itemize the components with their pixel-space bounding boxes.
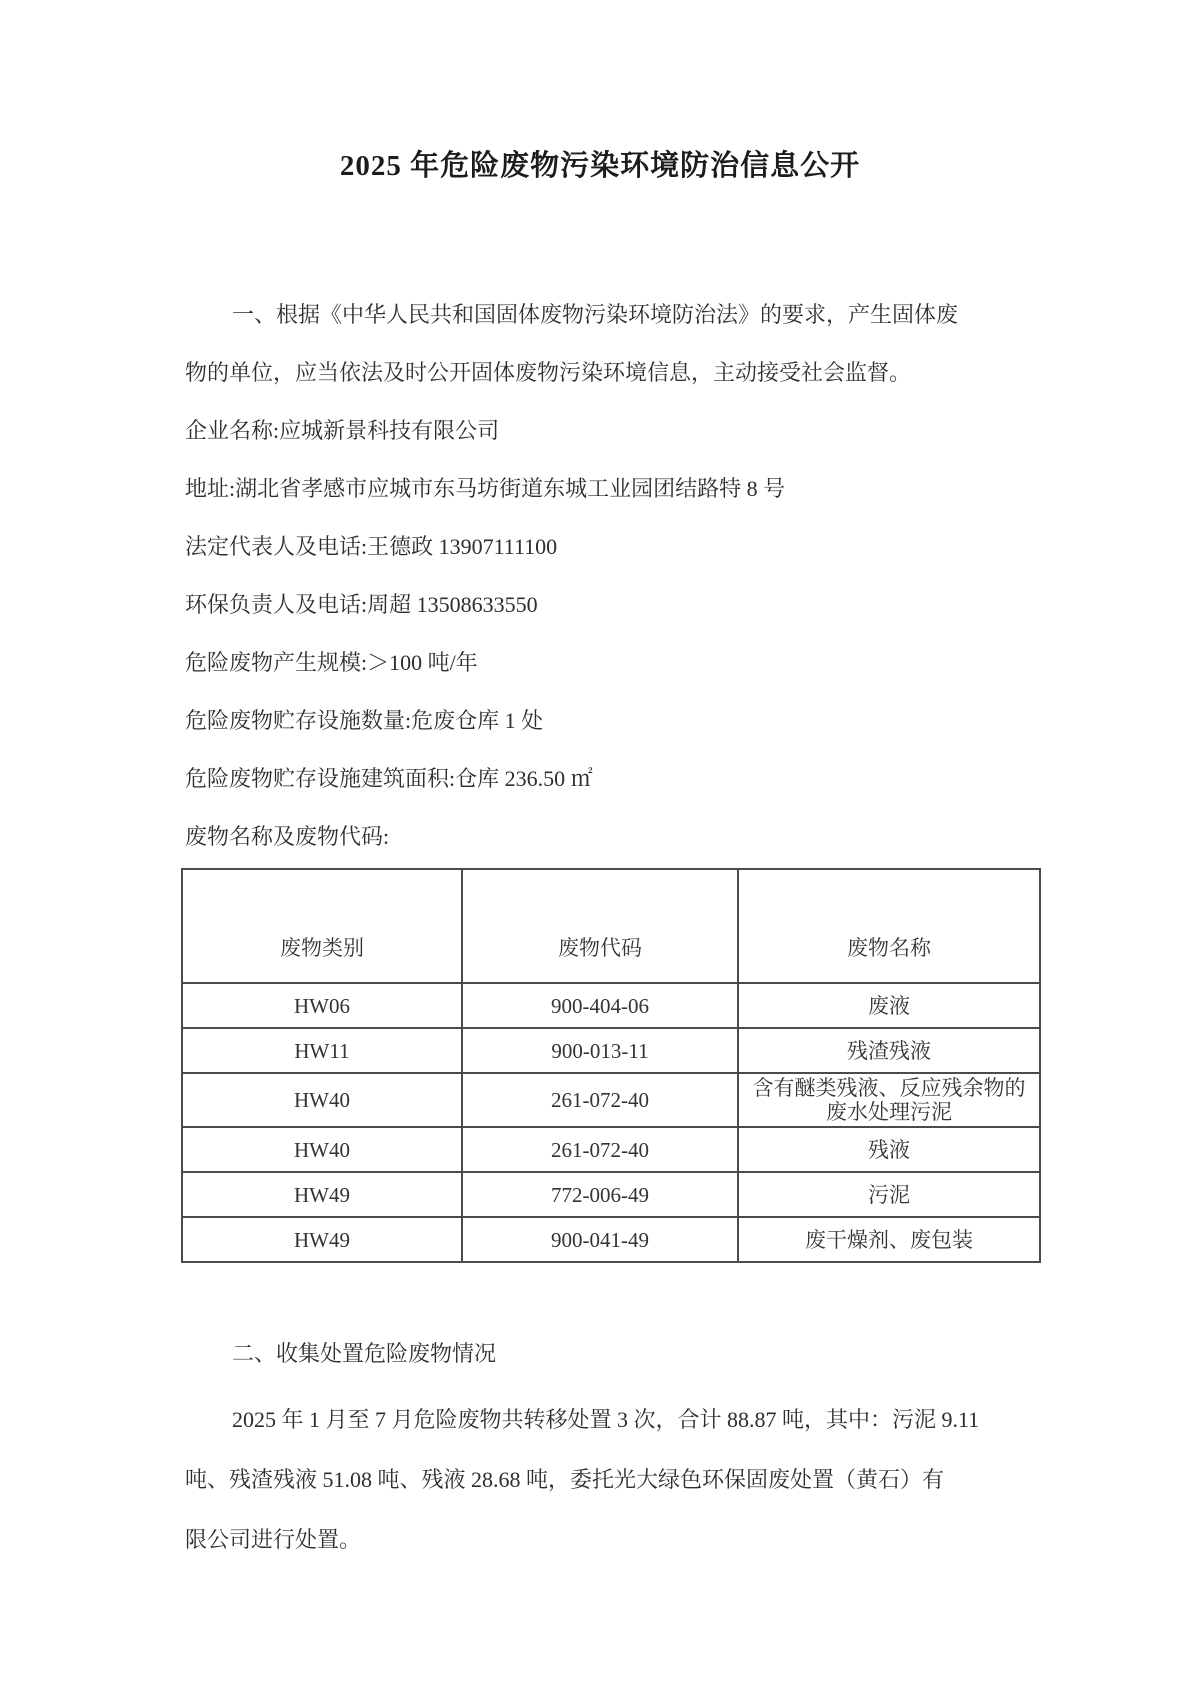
waste-code-cell: 261-072-40 — [462, 1073, 738, 1127]
waste-table — [181, 868, 1041, 1263]
section2-heading: 二、收集处置危险废物情况 — [232, 1341, 497, 1366]
waste-name-cell: 残渣残液 — [738, 1028, 1040, 1073]
waste-name-cell: 残液 — [738, 1127, 1040, 1172]
company-info-line: 地址:湖北省孝感市应城市东马坊街道东城工业园团结路特 8 号 — [185, 476, 786, 501]
company-info-line: 环保负责人及电话:周超 13508633550 — [185, 592, 538, 617]
waste-table-header-cell: 废物名称 — [738, 869, 1040, 983]
waste-table-row — [182, 1073, 1040, 1127]
waste-table-row — [182, 983, 1040, 1028]
company-info-line: 废物名称及废物代码: — [185, 824, 390, 849]
company-info-line: 企业名称:应城新景科技有限公司 — [185, 418, 500, 443]
waste-table-body — [182, 983, 1040, 1262]
waste-category-cell: HW40 — [182, 1073, 462, 1127]
company-info-line: 危险废物贮存设施数量:危废仓库 1 处 — [185, 708, 544, 733]
waste-category-cell: HW06 — [182, 983, 462, 1028]
waste-category-cell: HW40 — [182, 1127, 462, 1172]
section2-lines — [185, 1390, 1015, 1570]
waste-code-cell: 900-404-06 — [462, 983, 738, 1028]
waste-category-cell: HW49 — [182, 1217, 462, 1262]
waste-category-cell: HW11 — [182, 1028, 462, 1073]
waste-table-row — [182, 1028, 1040, 1073]
waste-code-cell: 900-041-49 — [462, 1217, 738, 1262]
section2-line: 2025 年 1 月至 7 月危险废物共转移处置 3 次，合计 88.87 吨，其中：污泥 9.11 — [232, 1407, 980, 1432]
body-lines — [185, 286, 1015, 866]
waste-name-cell: 含有醚类残液、反应残余物的废水处理污泥 — [738, 1073, 1040, 1127]
section2-line: 限公司进行处置。 — [185, 1527, 362, 1552]
waste-code-cell: 772-006-49 — [462, 1172, 738, 1217]
company-info-line: 危险废物贮存设施建筑面积:仓库 236.50 ㎡ — [185, 766, 593, 791]
company-info-line: 危险废物产生规模:＞100 吨/年 — [185, 650, 478, 675]
waste-table-header-cell: 废物类别 — [182, 869, 462, 983]
waste-code-cell: 261-072-40 — [462, 1127, 738, 1172]
waste-table-header-row — [182, 869, 1040, 983]
waste-table-row — [182, 1172, 1040, 1217]
waste-table-row — [182, 1217, 1040, 1262]
company-info-line: 法定代表人及电话:王德政 13907111100 — [185, 534, 558, 559]
page-title: 2025 年危险废物污染环境防治信息公开 — [339, 150, 861, 182]
waste-category-cell: HW49 — [182, 1172, 462, 1217]
waste-name-cell: 污泥 — [738, 1172, 1040, 1217]
waste-name-cell: 废干燥剂、废包装 — [738, 1217, 1040, 1262]
document-content — [185, 0, 1026, 1570]
intro-line: 物的单位，应当依法及时公开固体废物污染环境信息，主动接受社会监督。 — [185, 360, 912, 385]
intro-line: 一、根据《中华人民共和国固体废物污染环境防治法》的要求，产生固体废 — [232, 302, 959, 327]
section2-line: 吨、残渣残液 51.08 吨、残液 28.68 吨，委托光大绿色环保固废处置（黄石）有 — [185, 1467, 945, 1492]
waste-table-header-cell: 废物代码 — [462, 869, 738, 983]
waste-table-row — [182, 1127, 1040, 1172]
waste-code-cell: 900-013-11 — [462, 1028, 738, 1073]
waste-name-cell: 废液 — [738, 983, 1040, 1028]
